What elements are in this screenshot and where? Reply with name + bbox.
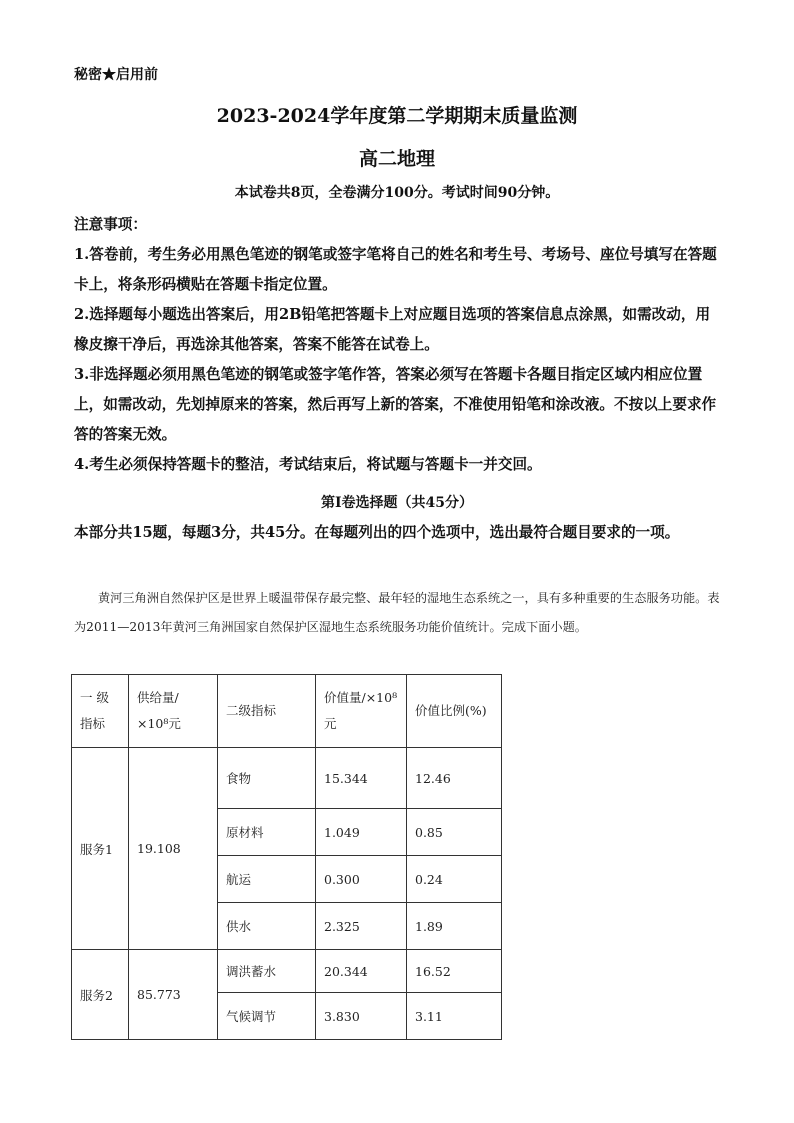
group-name-cell: 服务2	[72, 950, 129, 1040]
secret-label: 秘密★启用前	[74, 67, 158, 83]
table-row	[72, 950, 502, 993]
table-cell: 3.830	[316, 993, 407, 1040]
header-cell: 价值量/×10⁸元	[316, 675, 407, 748]
notes-heading: 注意事项：	[74, 216, 147, 233]
table-cell: 2.325	[316, 903, 407, 950]
table-cell: 供水	[218, 903, 316, 950]
table-cell: 原材料	[218, 809, 316, 856]
group-supply-cell: 19.108	[129, 748, 218, 950]
subject-title: 高二地理	[358, 148, 435, 170]
table-cell: 1.89	[407, 903, 502, 950]
group-supply-cell: 85.773	[129, 950, 218, 1040]
note-item: 2.选择题每小题选出答案后，用2B铅笔把答题卡上对应题目选项的答案信息点涂黑，如需改动，用橡皮擦干净后，再选涂其他答案，答案不能答在试卷上。	[74, 306, 711, 353]
table-cell: 3.11	[407, 993, 502, 1040]
header-cell: 二级指标	[218, 675, 316, 748]
note-item: 4.考生必须保持答题卡的整洁，考试结束后，将试题与答题卡一并交回。	[74, 456, 542, 473]
header-cell: 一 级指标	[72, 675, 129, 748]
table-cell: 20.344	[316, 950, 407, 993]
table-cell: 1.049	[316, 809, 407, 856]
note-item: 3.非选择题必须用黑色笔迹的钢笔或签字笔作答，答案必须写在答题卡各题目指定区域内相应位置上，如需改动，先划掉原来的答案，然后再写上新的答案，不准使用铅笔和涂改液。不按以上要求作答的答案无效。	[74, 366, 717, 443]
group-name-cell: 服务1	[72, 748, 129, 950]
note-item: 1.答卷前，考生务必用黑色笔迹的钢笔或签字笔将自己的姓名和考生号、考场号、座位号填写在答题卡上，将条形码横贴在答题卡指定位置。	[74, 246, 717, 293]
notes-block	[74, 210, 724, 480]
data-table	[71, 674, 502, 1040]
table-row	[72, 748, 502, 809]
header-cell: 价值比例(%)	[407, 675, 502, 748]
header-cell: 供给量/×10⁸元	[129, 675, 218, 748]
question-stem: 黄河三角洲自然保护区是世界上暖温带保存最完整、最年轻的湿地生态系统之一，具有多种重要的生态服务功能。表为2011—2013年黄河三角洲国家自然保护区湿地生态系统服务功能价值统计。完成下面小题。	[74, 591, 720, 634]
table-cell: 0.85	[407, 809, 502, 856]
section-title: 第Ⅰ卷选择题（共45分）	[320, 495, 474, 511]
table-cell: 16.52	[407, 950, 502, 993]
table-cell: 0.24	[407, 856, 502, 903]
table-header-row	[72, 675, 502, 748]
table-cell: 气候调节	[218, 993, 316, 1040]
table-cell: 航运	[218, 856, 316, 903]
table-cell: 食物	[218, 748, 316, 809]
exam-title: 2023-2024学年度第二学期期末质量监测	[216, 105, 578, 127]
exam-info: 本试卷共8页，全卷满分100分。考试时间90分钟。	[234, 185, 560, 201]
table-cell: 0.300	[316, 856, 407, 903]
table-cell: 15.344	[316, 748, 407, 809]
table-cell: 12.46	[407, 748, 502, 809]
table-cell: 调洪蓄水	[218, 950, 316, 993]
section-intro: 本部分共15题，每题3分，共45分。在每题列出的四个选项中，选出最符合题目要求的一项。	[74, 524, 680, 541]
